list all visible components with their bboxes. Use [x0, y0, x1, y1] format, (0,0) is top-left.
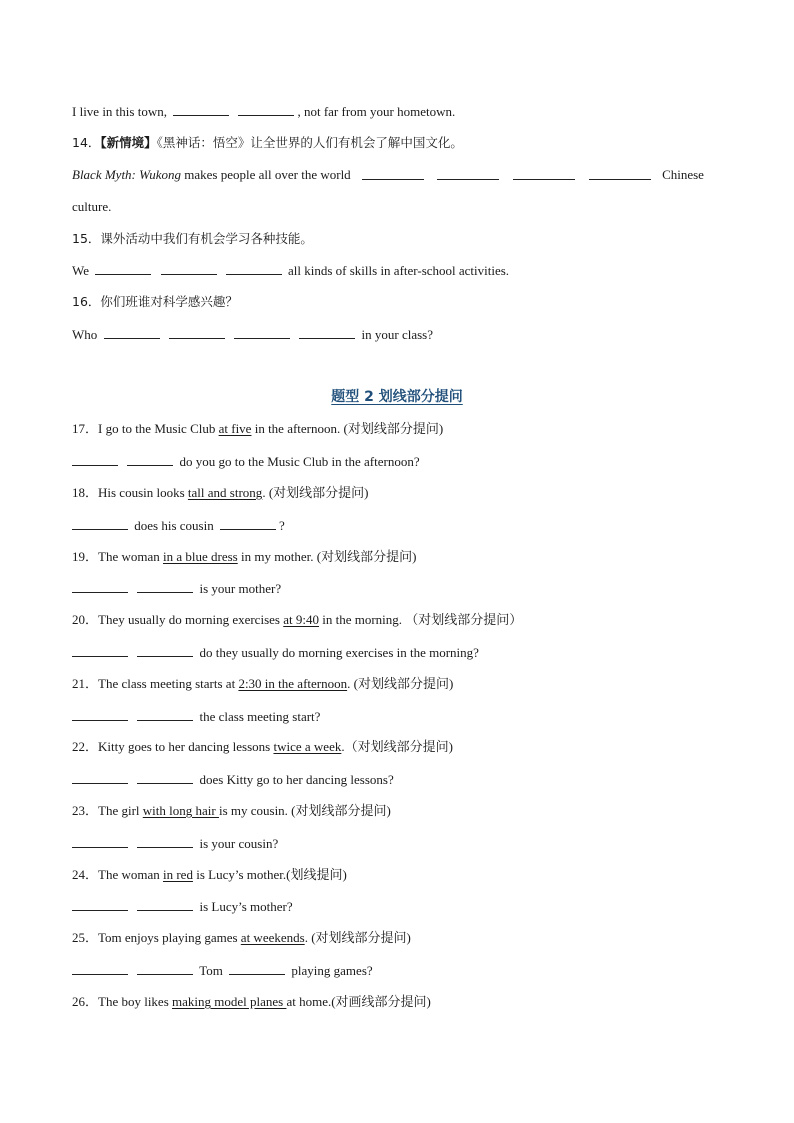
- q18-prompt: 18．His cousin looks tall and strong. (对划线部分提问): [72, 485, 369, 500]
- q17-answer-line: do you go to the Music Club in the afternoon?: [72, 453, 704, 470]
- tag-new-context: 【新情境】: [100, 135, 157, 150]
- answer-blank[interactable]: [169, 326, 225, 339]
- answer-blank[interactable]: [220, 517, 276, 530]
- answer-blank[interactable]: [437, 167, 499, 180]
- answer-blank[interactable]: [238, 103, 294, 116]
- answer-blank[interactable]: [72, 771, 128, 784]
- q25-prompt: 25．Tom enjoys playing games at weekends. (对划线部分提问): [72, 930, 411, 945]
- answer-blank[interactable]: [137, 962, 193, 975]
- q19-prompt: 19．The woman in a blue dress in my mother. (对划线部分提问): [72, 549, 417, 564]
- answer-blank[interactable]: [137, 898, 193, 911]
- underlined-part: in a blue dress: [162, 549, 238, 564]
- q25-answer-line: Tom playing games?: [72, 962, 704, 979]
- answer-blank[interactable]: [72, 644, 128, 657]
- answer-blank[interactable]: [137, 644, 193, 657]
- q17-prompt: 17．I go to the Music Club at five in the afternoon. (对划线部分提问): [72, 421, 444, 436]
- q15-prompt: 15．课外活动中我们有机会学习各种技能。: [72, 231, 313, 246]
- answer-blank[interactable]: [137, 835, 193, 848]
- underlined-part: 2:30 in the afternoon: [238, 676, 348, 691]
- underlined-part: tall and strong: [187, 485, 263, 500]
- answer-blank[interactable]: [362, 167, 424, 180]
- q22-prompt: 22．Kitty goes to her dancing lessons twice a week.（对划线部分提问): [72, 739, 453, 754]
- underlined-part: in red: [162, 867, 193, 882]
- answer-blank[interactable]: [72, 517, 128, 530]
- underlined-part: making model planes: [172, 994, 287, 1009]
- section-title: 题型 2 划线部分提问: [331, 389, 463, 405]
- answer-blank[interactable]: [72, 962, 128, 975]
- q23-prompt: 23．The girl with long hair is my cousin. (对划线部分提问): [72, 803, 391, 818]
- q26-prompt: 26．The boy likes making model planes at home.(对画线部分提问): [72, 994, 431, 1009]
- answer-blank[interactable]: [137, 708, 193, 721]
- answer-blank[interactable]: [72, 898, 128, 911]
- answer-blank[interactable]: [137, 580, 193, 593]
- q14-answer-line: Black Myth: Wukong makes people all over the world Chinese: [72, 167, 704, 182]
- answer-blank[interactable]: [72, 708, 128, 721]
- answer-blank[interactable]: [173, 103, 229, 116]
- q22-answer-line: does Kitty go to her dancing lessons?: [72, 771, 704, 788]
- q16-prompt: 16．你们班谁对科学感兴趣？: [72, 294, 238, 309]
- answer-blank[interactable]: [161, 262, 217, 275]
- q24-prompt: 24．The woman in red is Lucy’s mother.(划线提问): [72, 867, 347, 882]
- answer-blank[interactable]: [72, 580, 128, 593]
- q23-answer-line: is your cousin?: [72, 835, 704, 852]
- underlined-part: at five: [218, 421, 252, 436]
- q14-answer-wrap: culture.: [72, 199, 112, 214]
- q21-answer-line: the class meeting start?: [72, 708, 704, 725]
- answer-blank[interactable]: [72, 835, 128, 848]
- underlined-part: at 9:40: [283, 612, 319, 627]
- answer-blank[interactable]: [104, 326, 160, 339]
- q21-prompt: 21．The class meeting starts at 2:30 in the afternoon. (对划线部分提问): [72, 676, 454, 691]
- answer-blank[interactable]: [95, 262, 151, 275]
- underlined-part: with long hair: [142, 803, 219, 818]
- q14-prompt: 14．【新情境】《黑神话：悟空》让全世界的人们有机会了解中国文化。: [72, 135, 463, 150]
- answer-blank[interactable]: [226, 262, 282, 275]
- answer-blank[interactable]: [229, 962, 285, 975]
- q20-prompt: 20．They usually do morning exercises at 9:40 in the morning. （对划线部分提问）: [72, 612, 523, 627]
- answer-blank[interactable]: [234, 326, 290, 339]
- q20-answer-line: do they usually do morning exercises in the morning?: [72, 644, 704, 661]
- answer-blank[interactable]: [513, 167, 575, 180]
- answer-blank[interactable]: [299, 326, 355, 339]
- q19-answer-line: is your mother?: [72, 580, 704, 597]
- q18-answer-line: does his cousin ?: [72, 517, 704, 534]
- q13-answer-line: I live in this town, , not far from your hometown.: [72, 104, 456, 119]
- underlined-part: twice a week: [273, 739, 342, 754]
- q16-answer-line: Who in your class?: [72, 327, 434, 342]
- underlined-part: at weekends: [240, 930, 305, 945]
- answer-blank[interactable]: [137, 771, 193, 784]
- answer-blank[interactable]: [72, 453, 118, 466]
- answer-blank[interactable]: [589, 167, 651, 180]
- q24-answer-line: is Lucy’s mother?: [72, 898, 704, 915]
- q15-answer-line: We all kinds of skills in after-school activities.: [72, 263, 510, 278]
- answer-blank[interactable]: [127, 453, 173, 466]
